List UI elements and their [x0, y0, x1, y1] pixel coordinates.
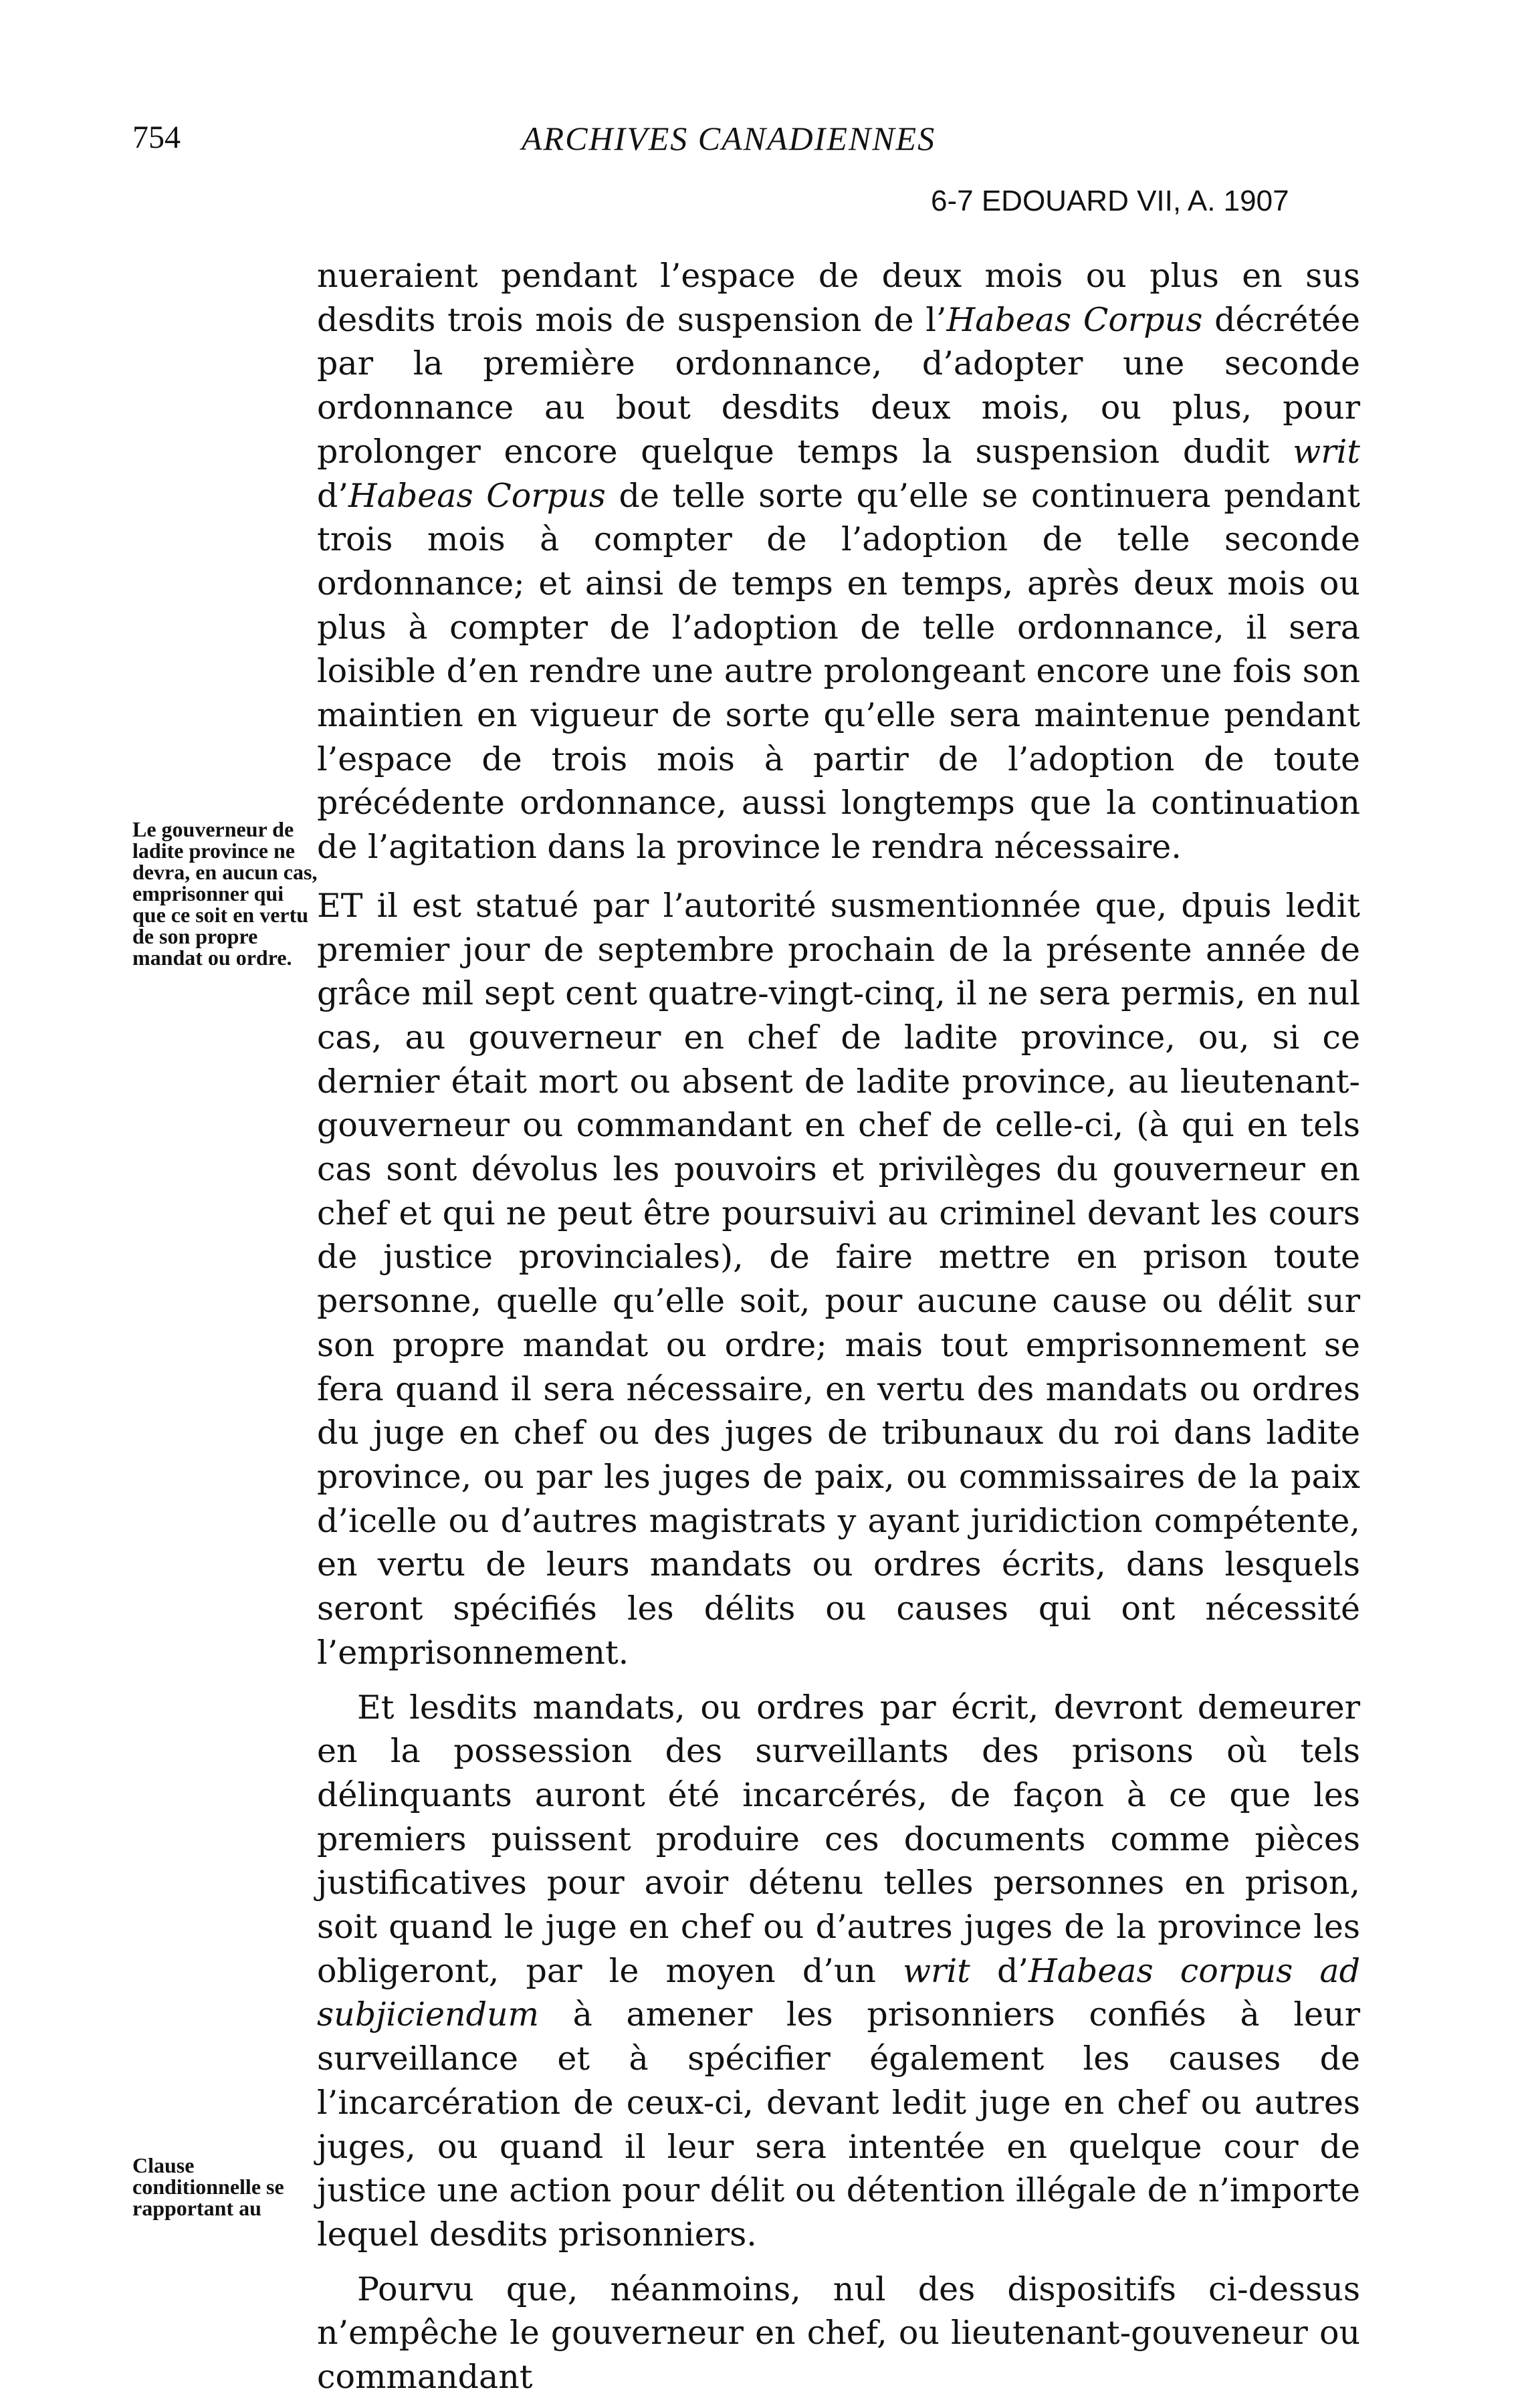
paragraph — [317, 254, 1360, 869]
italic-term: Habeas Corpus — [946, 300, 1203, 339]
text-run: décrétée par la première ordonnance, d’adopter une seconde ordonnance au bout desdits deux mois, ou plus, pour prolonger encore quelque temps la suspension dudit — [317, 300, 1361, 471]
paragraph — [317, 1686, 1360, 2257]
text-run: Et lesdits mandats, ou ordres par écrit, devront demeurer en la possession des surveillants des prisons où tels délinquants auront été incarcérés, de façon à ce que les premiers puissent produire ces documents comme pièces justificatives pour avoir détenu telles personnes en prison, soit quand le juge en chef ou d’autres juges de la province les obligeront, par le moyen d’un — [317, 1688, 1360, 1990]
paragraph: ET il est statué par l’autorité susmentionnée que, dpuis ledit premier jour de septembre prochain de la présente année de grâce mil sept cent quatre-vingt-cinq, il ne sera permis, en nul cas, au gouverneur en chef de ladite province, ou, si ce dernier était mort ou absent de ladite province, au lieutenant-gouverneur ou commandant en chef de celle-ci, (à qui en tels cas sont dévolus les pouvoirs et privilèges du gouverneur en chef et qui ne peut être poursuivi au criminel devant les cours de justice provinciales), de faire mettre en prison toute personne, quelle qu’elle soit, pour aucune cause ou délit sur son propre mandat ou ordre; mais tout emprisonnement se fera quand il sera nécessaire, en vertu des mandats ou ordres du juge en chef ou des juges de tribunaux du roi dans ladite province, ou par les juges de paix, ou commissaires de la paix d’icelle ou d’autres magistrats y ayant juridiction compétente, en vertu de leurs mandats ou ordres écrits, dans lesquels seront spécifiés les délits ou causes qui ont nécessité l’emprisonnement. — [317, 886, 1360, 1672]
margin-note: Clause conditionnelle se rapportant au — [132, 2153, 284, 2220]
text-run: de telle sorte qu’elle se continuera pendant trois mois à compter de l’adoption de telle seconde ordonnance; et ainsi de temps en temps, après deux mois ou plus à compter de l’adoption de telle ordonnance, il sera loisible d’en rendre une autre prolongeant encore une fois son maintien en vigueur de sorte qu’elle sera maintenue pendant l’espace de trois mois à partir de l’adoption de toute précédente ordonnance, aussi longtemps que la continuation de l’agitation dans la province le rendra nécessaire. — [317, 476, 1360, 867]
text-run: nueraient pendant l’espace de deux mois ou plus en sus desdits trois mois de suspension de l’ — [317, 257, 1360, 339]
text-run: d’ — [970, 1951, 1028, 1990]
margin-note: Le gouverneur de ladite province ne devra, en aucun cas, emprisonner qui que ce soit en vertu de son propre mandat ou ordre. — [132, 817, 318, 970]
italic-term: Habeas corpus ad subjiciendum — [317, 1951, 1360, 2034]
paragraph: Pourvu que, néanmoins, nul des dispositifs ci-dessus n’empêche le gouverneur en chef, ou lieutenant-gouveneur ou commandant — [317, 2270, 1360, 2397]
session-label: 6-7 EDOUARD VII, A. 1907 — [931, 185, 1289, 217]
text-run: à amener les prisonniers confiés à leur surveillance et à spécifier également les causes de l’incarcération de ceux-ci, devant ledit juge en chef ou autres juges, ou quand il leur sera intentée en quelque cour de justice une action pour délit ou détention illégale de n’importe lequel desdits prisonniers. — [317, 1995, 1360, 2254]
text-run: d’ — [317, 476, 348, 515]
running-title: ARCHIVES CANADIENNES — [522, 120, 936, 157]
body-text — [317, 254, 1360, 2399]
italic-term: writ — [1293, 432, 1360, 471]
italic-term: writ — [903, 1951, 970, 1990]
page-number: 754 — [132, 120, 181, 155]
italic-term: Habeas Corpus — [348, 476, 606, 515]
